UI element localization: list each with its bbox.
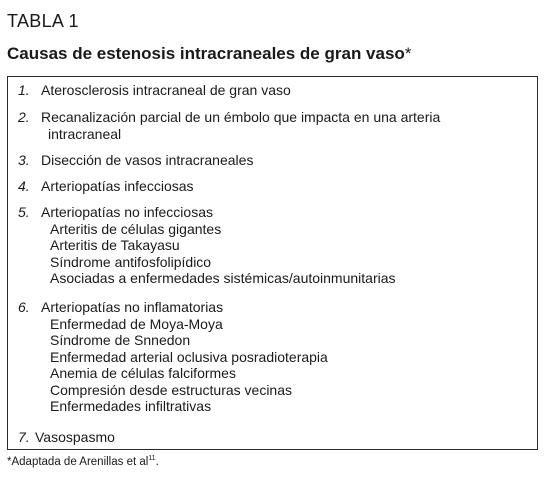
sub-item: Arteritis de células gigantes: [50, 220, 222, 237]
table-label: TABLA 1: [7, 11, 79, 31]
footnote-text: Adaptada de Arenillas et al: [11, 456, 149, 468]
item-number: 6.: [18, 299, 30, 315]
list-item: [18, 82, 291, 99]
table-box: [7, 76, 538, 450]
list-item: [18, 109, 440, 142]
list-item: [18, 204, 396, 287]
item-text: Recanalización parcial de un émbolo que impacta en una arteria: [41, 109, 441, 125]
item-text: Arteriopatías no infecciosas: [41, 204, 213, 220]
item-number: 3.: [18, 152, 30, 168]
item-number: 1.: [18, 82, 30, 98]
item-text: Arteriopatías infecciosas: [41, 178, 194, 194]
sub-item: Compresión desde estructuras vecinas: [50, 381, 293, 398]
title-footnote-marker: *: [404, 44, 412, 63]
footnote-end: .: [155, 456, 159, 468]
sub-item: Asociadas a enfermedades sistémicas/autoinmunitarias: [50, 270, 396, 286]
sub-item: Enfermedad arterial oclusiva posradioterapia: [50, 348, 328, 365]
footnote-marker: *: [7, 456, 12, 468]
table-title: [7, 43, 411, 65]
item-number: 4.: [18, 178, 30, 194]
list-item: [18, 178, 194, 195]
sub-item: Anemia de células falciformes: [50, 365, 236, 381]
sub-item: Arteritis de Takayasu: [50, 237, 180, 253]
table-title-text: Causas de estenosis intracraneales de gran vaso: [7, 44, 405, 63]
sub-item: Síndrome de Snnedon: [50, 332, 191, 348]
footnote: [7, 455, 159, 469]
item-text: Aterosclerosis intracraneal de gran vaso: [41, 82, 291, 98]
sub-item: Enfermedad de Moya-Moya: [50, 315, 223, 332]
item-number: 2.: [18, 109, 30, 125]
list-item: [18, 152, 253, 169]
list-item: [18, 429, 115, 446]
item-continuation: intracraneal: [48, 125, 122, 142]
item-number: 7.: [18, 429, 30, 445]
list-item: [18, 299, 328, 415]
sub-item: Síndrome antifosfolipídico: [50, 253, 212, 270]
item-number: 5.: [18, 204, 30, 220]
item-text: Arteriopatías no inflamatorias: [41, 299, 224, 315]
item-text: Vasospasmo: [35, 429, 115, 445]
sub-item: Enfermedades infiltrativas: [50, 398, 212, 414]
item-text: Disección de vasos intracraneales: [41, 152, 254, 168]
footnote-reference: 11: [148, 455, 156, 462]
